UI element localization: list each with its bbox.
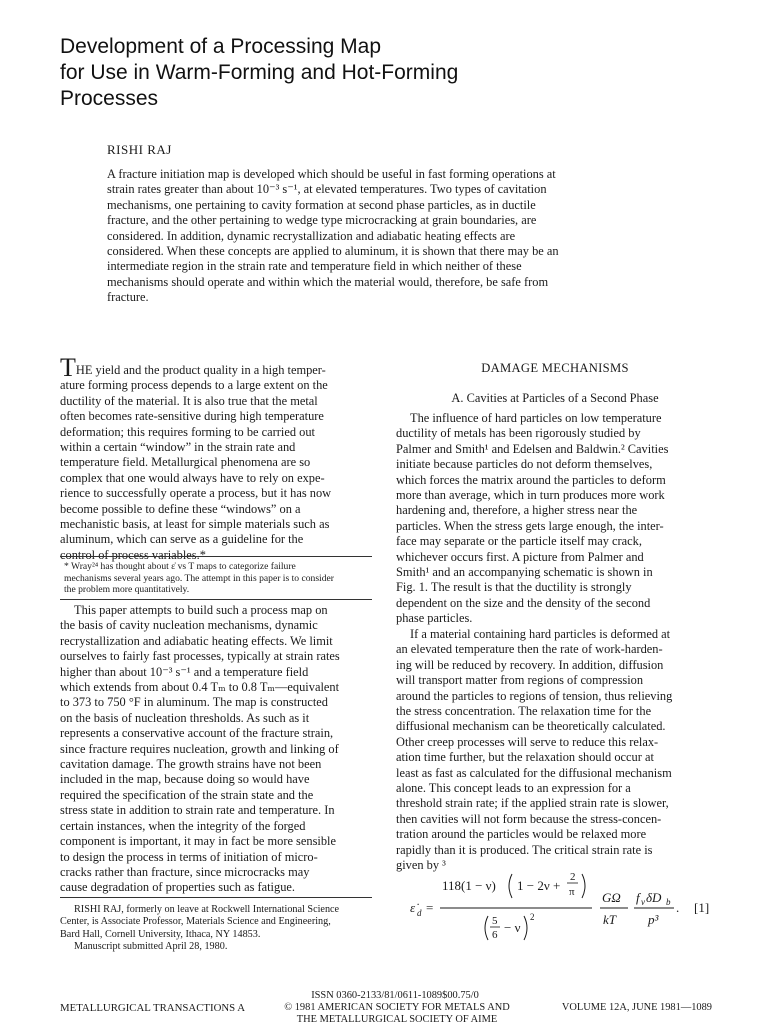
- eq-delta-sub: b: [666, 897, 671, 907]
- eq-kt: kT: [603, 912, 616, 927]
- para2-line: higher than about 10⁻³ s⁻¹ and a temperature field: [60, 664, 309, 679]
- para2-line: included in the map, because doing so would have: [60, 772, 310, 787]
- intro-line: mechanistic basis, at least for simple materials such as: [60, 517, 330, 532]
- footnote: [64, 561, 382, 596]
- right-p1-line: phase particles.: [396, 611, 473, 626]
- eq-lhs-sub: d: [417, 908, 422, 918]
- right-p1-line: more than average, which in turn produces more work: [396, 488, 665, 503]
- right-paragraph-two: [396, 627, 714, 874]
- abstract: [107, 167, 627, 306]
- right-p2-line: tration around the particles would be relaxed more: [396, 827, 647, 842]
- footnote-divider-bottom: [60, 599, 372, 600]
- copyright-line-1: © 1981 AMERICAN SOCIETY FOR METALS AND: [284, 1002, 510, 1013]
- eq-delta-d: δD: [646, 890, 662, 905]
- eq-period: .: [676, 900, 680, 915]
- right-p2-line: ing will be reduced by recovery. In addition, diffusion: [396, 657, 664, 672]
- right-p2-line: given by ³: [396, 858, 446, 873]
- right-p2-line: threshold strain rate; if the applied strain rate is slower,: [396, 796, 669, 811]
- right-p2-line: diffusional mechanism can be theoretically calculated.: [396, 719, 666, 734]
- footnote-line: * Wray²⁴ has thought about ε̇ vs T maps to categorize failure: [64, 561, 296, 572]
- para2-line: certain instances, when the integrity of the forged: [60, 818, 306, 833]
- abstract-line: considered. When these concepts are applied to aluminum, it is shown that there may be an: [107, 244, 559, 259]
- intro-line: ature forming process depends to a large extent on the: [60, 378, 328, 393]
- right-p1-line: face may separate or the particle itself may crack,: [396, 534, 642, 549]
- right-paragraph-one: [396, 411, 714, 627]
- intro-first-line: HE yield and the product quality in a high temper-: [75, 363, 326, 377]
- para2-line: cavitation damage. The growth strains have not been: [60, 757, 322, 772]
- right-p2-line: Other creep processes will serve to reduce this relax-: [396, 734, 659, 749]
- intro-line: often becomes rate-sensitive during high temperature: [60, 409, 324, 424]
- equation-1: [396, 866, 716, 946]
- right-p1-line: The influence of hard particles on low temperature: [410, 411, 662, 425]
- intro-line: deformation; this requires forming to be carried out: [60, 424, 315, 439]
- intro-line: complex that one would always have to rely on expe-: [60, 470, 325, 485]
- intro-line: ductility of the material. It is also true that the metal: [60, 393, 318, 408]
- para2-line: This paper attempts to build such a process map on: [74, 603, 328, 617]
- footnote-divider: [60, 556, 372, 557]
- eq-p3: p³: [648, 912, 659, 927]
- eq-den-nu: − ν: [504, 920, 521, 935]
- para2-line: stress state in addition to strain rate and temperature. In: [60, 803, 335, 818]
- right-p1-line: ductility of metals has been rigorously studied by: [396, 426, 641, 441]
- author-note-line: Center, is Associate Professor, Materials Science and Engineering,: [60, 916, 331, 928]
- right-p2-line: around the particles to regions of tension, thus relieving: [396, 688, 673, 703]
- para2-line: on the basis of nucleation thresholds. As such as it: [60, 710, 310, 725]
- paragraph-two: [60, 603, 378, 896]
- abstract-line: considered. In addition, dynamic recrystallization and adiabatic heating effects are: [107, 228, 516, 243]
- right-p1-line: initiate because particles do not deform themselves,: [396, 457, 653, 472]
- para2-line: since fracture requires nucleation, growth and linking of: [60, 741, 339, 756]
- para2-line: required the specification of the strain state and the: [60, 787, 314, 802]
- title-line-3: Processes: [60, 87, 159, 110]
- eq-lhs: ε̇: [410, 900, 416, 915]
- author-note-line: Bard Hall, Cornell University, Ithaca, NY 14853.: [60, 928, 261, 940]
- journal-name: METALLURGICAL TRANSACTIONS A: [60, 1002, 246, 1014]
- right-p2-line: an elevated temperature then the rate of work-harden-: [396, 642, 663, 657]
- author-name: RISHI RAJ: [107, 142, 172, 157]
- para2-line: represents a conservative account of the fracture strain,: [60, 726, 334, 741]
- paper-title: [60, 34, 720, 112]
- volume-info: VOLUME 12A, JUNE 1981—1089: [561, 1002, 712, 1013]
- intro-line: within a certain “window” in the strain rate and: [60, 440, 296, 455]
- para2-line: component is important, it may in fact be more sensible: [60, 834, 336, 849]
- eq-den-5: 5: [492, 915, 498, 927]
- eq-g-omega: GΩ: [602, 890, 621, 905]
- eq-den-exponent: 2: [530, 912, 535, 922]
- eq-den-6: 6: [492, 929, 498, 941]
- right-p1-line: dependent on the size and the density of the second: [396, 595, 651, 610]
- author-note-line: RISHI RAJ, formerly on leave at Rockwell International Science: [74, 904, 340, 915]
- right-p1-line: whichever occurs first. A picture from Palmer and: [396, 549, 644, 564]
- intro-paragraph: [60, 353, 378, 563]
- subsection-heading: A. Cavities at Particles of a Second Phase: [451, 391, 659, 405]
- right-p2-line: then cavities will not form because the stress-concen-: [396, 811, 662, 826]
- title-line-2: for Use in Warm-Forming and Hot-Forming: [60, 61, 459, 84]
- right-p2-line: the stress concentration. The relaxation time for the: [396, 704, 652, 719]
- intro-line: rience to successfully operate a process, but it has now: [60, 486, 332, 501]
- right-p1-line: Smith¹ and an accompanying schematic is shown in: [396, 565, 653, 580]
- intro-line: temperature field. Metallurgical phenomena are so: [60, 455, 311, 470]
- eq-num-coef: 118(1 − ν): [442, 878, 496, 893]
- para2-line: recrystallization and adiabatic heating effects. We limit: [60, 633, 333, 648]
- para2-line: to 373 to 750 °F in aluminum. The map is constructed: [60, 695, 329, 710]
- right-p1-line: which forces the matrix around the particles to deform: [396, 472, 666, 487]
- right-p1-line: Palmer and Smith¹ and Edelsen and Baldwin.² Cavities: [396, 441, 669, 456]
- author-note-line: Manuscript submitted April 28, 1980.: [74, 940, 228, 952]
- eq-frac-2: 2: [570, 871, 576, 883]
- right-p2-line: alone. This concept leads to an expression for a: [396, 781, 631, 796]
- intro-line: control of process variables.*: [60, 547, 206, 562]
- eq-f: f: [636, 890, 640, 905]
- eq-frac-pi: π: [569, 886, 575, 898]
- author-note: [60, 904, 378, 953]
- para2-line: ourselves to fairly fast processes, typically at strain rates: [60, 649, 340, 664]
- right-p2-line: If a material containing hard particles is deformed at: [410, 627, 671, 641]
- para2-line: which extends from about 0.4 Tₘ to 0.8 Tₘ—equivalent: [60, 680, 340, 695]
- abstract-line: fracture.: [107, 290, 149, 305]
- footnote-line: the problem more quantitatively.: [64, 584, 190, 596]
- right-p1-line: hardening and, therefore, a higher stress near the: [396, 503, 638, 518]
- issn: ISSN 0360-2133/81/0611-1089$00.75/0: [311, 990, 479, 1001]
- para2-line: the basis of cavity nucleation mechanisms, dynamic: [60, 618, 318, 633]
- right-p2-line: will transport matter from regions of compression: [396, 673, 644, 688]
- eq-f-sub: v: [641, 897, 645, 907]
- para2-line: cause degradation of properties such as fatigue.: [60, 880, 295, 895]
- para2-line: cracks rather than fracture, since microcracks may: [60, 864, 310, 879]
- intro-line: become possible to define these “windows” on a: [60, 501, 301, 516]
- right-p2-line: ation time further, but the relaxation should occur at: [396, 750, 654, 765]
- drop-cap: T: [60, 353, 76, 382]
- abstract-line: mechanisms, one pertaining to cavity formation at second phase particles, as in ductile: [107, 197, 536, 212]
- intro-line: aluminum, which can serve as a guideline for the: [60, 532, 304, 547]
- eq-num-paren: 1 − 2ν +: [517, 878, 561, 893]
- abstract-line: fracture, and the other pertaining to wedge type microcracking at grain boundaries, are: [107, 213, 537, 228]
- eq-number: [1]: [694, 900, 710, 915]
- abstract-line: mechanisms should operate and within which the material would, therefore, be safe from: [107, 274, 549, 289]
- right-p2-line: rapidly than it is produced. The critical strain rate is: [396, 842, 653, 857]
- right-p2-line: least as fast as calculated for the diffusional mechanism: [396, 765, 672, 780]
- right-p1-line: Fig. 1. The result is that the ductility is strongly: [396, 580, 632, 595]
- section-heading: DAMAGE MECHANISMS: [481, 361, 629, 375]
- para2-line: to design the process in terms of initiation of micro-: [60, 849, 318, 864]
- abstract-line: intermediate region in the strain rate and temperature field in which neither of these: [107, 259, 522, 274]
- eq-den-right-paren: [524, 916, 527, 940]
- copyright-line-2: THE METALLURGICAL SOCIETY OF AIME: [296, 1014, 498, 1025]
- footnote-line: mechanisms several years ago. The attempt in this paper is to consider: [64, 572, 334, 584]
- eq-equals: =: [426, 900, 434, 915]
- abstract-line: strain rates greater than about 10⁻³ s⁻¹, at elevated temperatures. Two types of cavitation: [107, 182, 547, 197]
- author-note-divider: [60, 897, 372, 898]
- eq-left-paren: [509, 874, 512, 898]
- title-line-1: Development of a Processing Map: [60, 35, 381, 58]
- eq-right-paren: [582, 874, 585, 898]
- abstract-line: A fracture initiation map is developed which should be useful in fast forming operations at: [107, 167, 556, 181]
- right-p1-line: particles. When the stress gets large enough, the inter-: [396, 518, 664, 533]
- eq-den-left-paren: [485, 916, 488, 940]
